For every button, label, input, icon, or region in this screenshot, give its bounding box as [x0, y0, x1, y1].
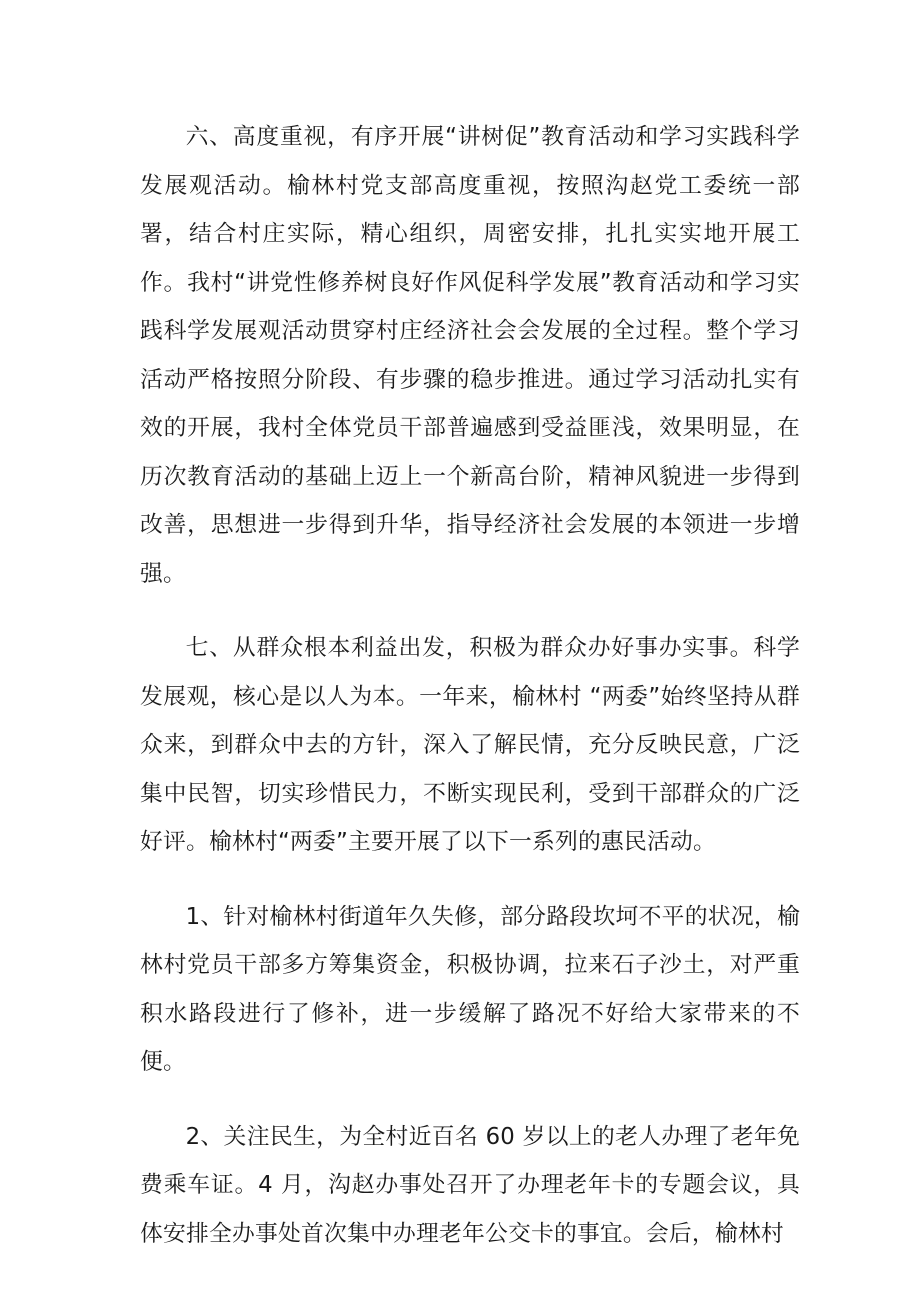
paragraph-item-2: 2、关注民生，为全村近百名 60 岁以上的老人办理了老年免费乘车证。4 月，沟赵办事处召开了办理老年卡的专题会议，具体安排全办事处首次集中办理老年公交卡的事宜。会后，榆林村 — [140, 1123, 800, 1247]
document-body — [140, 113, 800, 1258]
paragraph-seven: 七、从群众根本利益出发，积极为群众办好事办实事。科学发展观，核心是以人为本。一年来，榆林村 “两委”始终坚持从群众来，到群众中去的方针，深入了解民情，充分反映民意，广泛集中民智，切实珍惜民力，不断实现民利，受到干部群众的广泛好评。榆林村“两委”主要开展了以下一系列的惠民活动。 — [140, 635, 800, 855]
paragraph-item-1: 1、针对榆林村街道年久失修，部分路段坎坷不平的状况，榆林村党员干部多方筹集资金，积极协调，拉来石子沙土，对严重积水路段进行了修补，进一步缓解了路况不好给大家带来的不便。 — [140, 903, 800, 1075]
paragraph-six: 六、高度重视，有序开展“讲树促”教育活动和学习实践科学发展观活动。榆林村党支部高度重视，按照沟赵党工委统一部署，结合村庄实际，精心组织，周密安排，扎扎实实地开展工作。我村“讲党性修养树良好作风促科学发展”教育活动和学习实践科学发展观活动贯穿村庄经济社会会发展的全过程。整个学习活动严格按照分阶段、有步骤的稳步推进。通过学习活动扎实有效的开展，我村全体党员干部普遍感到受益匪浅，效果明显，在历次教育活动的基础上迈上一个新高台阶，精神风貌进一步得到改善，思想进一步得到升华，指导经济社会发展的本领进一步增强。 — [140, 124, 800, 587]
